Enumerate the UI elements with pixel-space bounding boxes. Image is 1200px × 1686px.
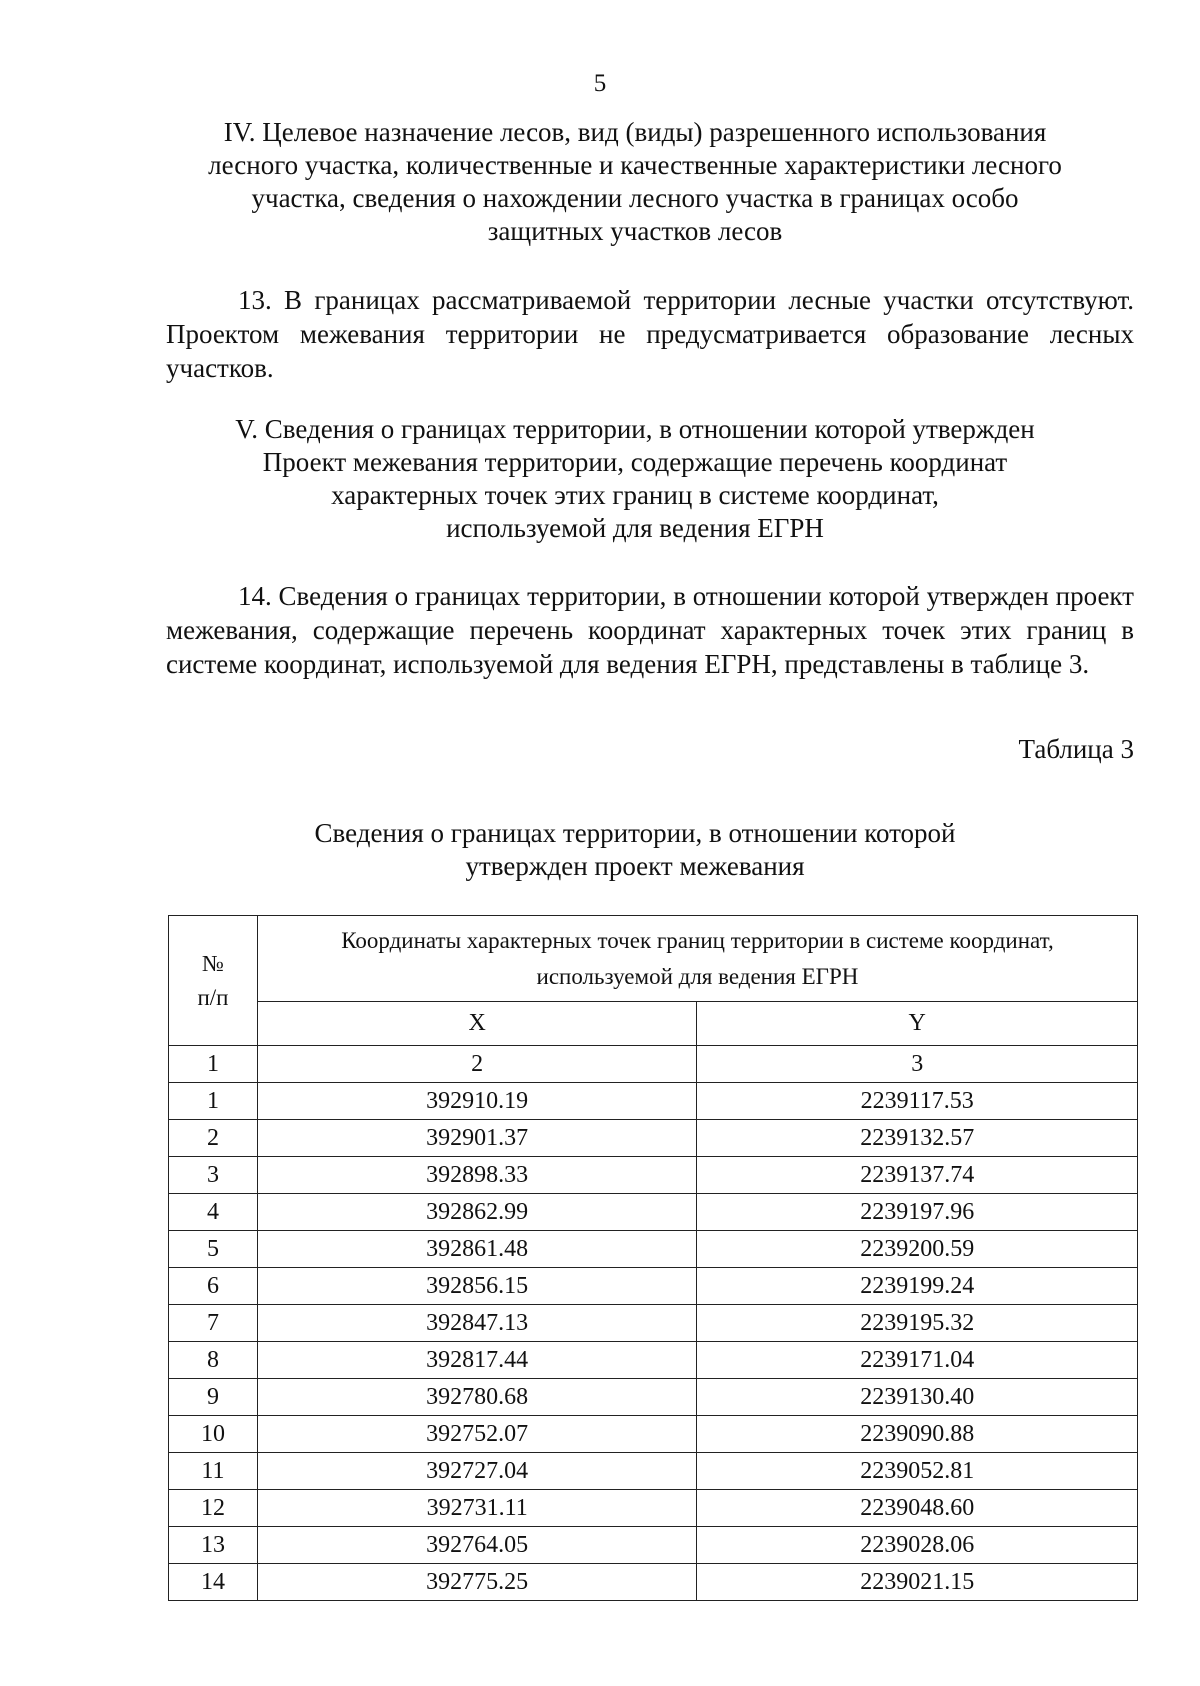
table-label: Таблица 3: [1018, 734, 1134, 764]
section-5-heading-line: характерных точек этих границ в системе координат,: [331, 480, 939, 510]
y-coordinate-cell: 2239117.53: [697, 1083, 1138, 1120]
y-coordinate-cell: 2239171.04: [697, 1342, 1138, 1379]
x-coordinate-cell: 392727.04: [257, 1453, 697, 1490]
table-row: [169, 1379, 1138, 1416]
y-coordinate-cell: 2239195.32: [697, 1305, 1138, 1342]
x-coordinate-cell: 392775.25: [257, 1564, 697, 1601]
table-title: [160, 817, 1110, 883]
point-number-cell: 6: [169, 1268, 258, 1305]
table-row: [169, 1120, 1138, 1157]
point-number-cell: 12: [169, 1490, 258, 1527]
table-row: [169, 1342, 1138, 1379]
paragraph-13-text: 13. В границах рассматриваемой территории лесные участки отсутствуют. Проектом межевания территории не предусматривается образование лесных участков.: [166, 285, 1134, 383]
x-coordinate-cell: 392780.68: [257, 1379, 697, 1416]
x-coordinate-cell: 392898.33: [257, 1157, 697, 1194]
point-number-cell: 3: [169, 1157, 258, 1194]
table-title-line: утвержден проект межевания: [465, 851, 805, 881]
header-number-sign: №: [201, 950, 224, 976]
column-number-cell: 3: [697, 1046, 1138, 1083]
point-number-cell: 8: [169, 1342, 258, 1379]
paragraph-14: [166, 579, 1134, 681]
section-4-heading-line: лесного участка, количественные и качественные характеристики лесного: [208, 150, 1062, 180]
point-number-cell: 1: [169, 1083, 258, 1120]
point-number-cell: 9: [169, 1379, 258, 1416]
section-4-heading-line: защитных участков лесов: [487, 216, 783, 246]
table-row: [169, 1564, 1138, 1601]
section-5-heading-line: V. Сведения о границах территории, в отношении которой утвержден: [235, 414, 1035, 444]
table-row: [169, 1231, 1138, 1268]
x-coordinate-cell: 392764.05: [257, 1527, 697, 1564]
table-row: [169, 1305, 1138, 1342]
point-number-cell: 2: [169, 1120, 258, 1157]
point-number-cell: 5: [169, 1231, 258, 1268]
y-coordinate-cell: 2239200.59: [697, 1231, 1138, 1268]
table-row: [169, 1194, 1138, 1231]
section-4-heading-line: участка, сведения о нахождении лесного участка в границах особо: [251, 183, 1019, 213]
table-body: [169, 1046, 1138, 1601]
y-coordinate-cell: 2239130.40: [697, 1379, 1138, 1416]
x-coordinate-cell: 392847.13: [257, 1305, 697, 1342]
point-number-cell: 4: [169, 1194, 258, 1231]
page-number: 5: [593, 70, 607, 97]
point-number-cell: 10: [169, 1416, 258, 1453]
point-number-cell: 11: [169, 1453, 258, 1490]
section-4-heading-line: IV. Целевое назначение лесов, вид (виды) разрешенного использования: [223, 117, 1047, 147]
section-5-heading-line: используемой для ведения ЕГРН: [446, 513, 824, 543]
x-coordinate-cell: 392910.19: [257, 1083, 697, 1120]
x-coordinate-cell: 392731.11: [257, 1490, 697, 1527]
y-coordinate-cell: 2239052.81: [697, 1453, 1138, 1490]
x-coordinate-cell: 392817.44: [257, 1342, 697, 1379]
y-coordinate-cell: 2239197.96: [697, 1194, 1138, 1231]
point-number-cell: 7: [169, 1305, 258, 1342]
y-coordinate-cell: 2239199.24: [697, 1268, 1138, 1305]
section-4-heading: [160, 116, 1110, 248]
table-title-line: Сведения о границах территории, в отношении которой: [314, 818, 956, 848]
point-number-cell: 14: [169, 1564, 258, 1601]
point-number-cell: 13: [169, 1527, 258, 1564]
section-5-heading: [160, 413, 1110, 545]
header-coordinates: [257, 916, 1137, 1002]
table-row: [169, 1416, 1138, 1453]
header-pp: п/п: [197, 984, 229, 1010]
y-coordinate-cell: 2239132.57: [697, 1120, 1138, 1157]
x-coordinate-cell: 392862.99: [257, 1194, 697, 1231]
column-number-row: [169, 1046, 1138, 1083]
table-row: [169, 1268, 1138, 1305]
header-coordinates-line: Координаты характерных точек границ территории в системе координат,: [341, 927, 1054, 953]
paragraph-14-text: 14. Сведения о границах территории, в отношении которой утвержден проект межевания, содержащие перечень координат характерных точек этих границ в системе координат, используемой для ведения ЕГРН, представлены в таблице 3.: [166, 581, 1134, 679]
table-row: [169, 1157, 1138, 1194]
header-row-number: [169, 916, 258, 1046]
section-5-heading-line: Проект межевания территории, содержащие перечень координат: [262, 447, 1008, 477]
table-row: [169, 1490, 1138, 1527]
header-y: Y: [697, 1002, 1138, 1046]
column-number-cell: 2: [257, 1046, 697, 1083]
x-coordinate-cell: 392752.07: [257, 1416, 697, 1453]
x-coordinate-cell: 392856.15: [257, 1268, 697, 1305]
y-coordinate-cell: 2239028.06: [697, 1527, 1138, 1564]
paragraph-13: [166, 283, 1134, 385]
y-coordinate-cell: 2239048.60: [697, 1490, 1138, 1527]
x-coordinate-cell: 392901.37: [257, 1120, 697, 1157]
header-coordinates-line: используемой для ведения ЕГРН: [536, 963, 859, 989]
y-coordinate-cell: 2239090.88: [697, 1416, 1138, 1453]
x-coordinate-cell: 392861.48: [257, 1231, 697, 1268]
table-row: [169, 1453, 1138, 1490]
table-row: [169, 1083, 1138, 1120]
column-number-cell: 1: [169, 1046, 258, 1083]
y-coordinate-cell: 2239137.74: [697, 1157, 1138, 1194]
header-x: X: [257, 1002, 697, 1046]
y-coordinate-cell: 2239021.15: [697, 1564, 1138, 1601]
coordinates-table: [168, 915, 1138, 1601]
table-row: [169, 1527, 1138, 1564]
